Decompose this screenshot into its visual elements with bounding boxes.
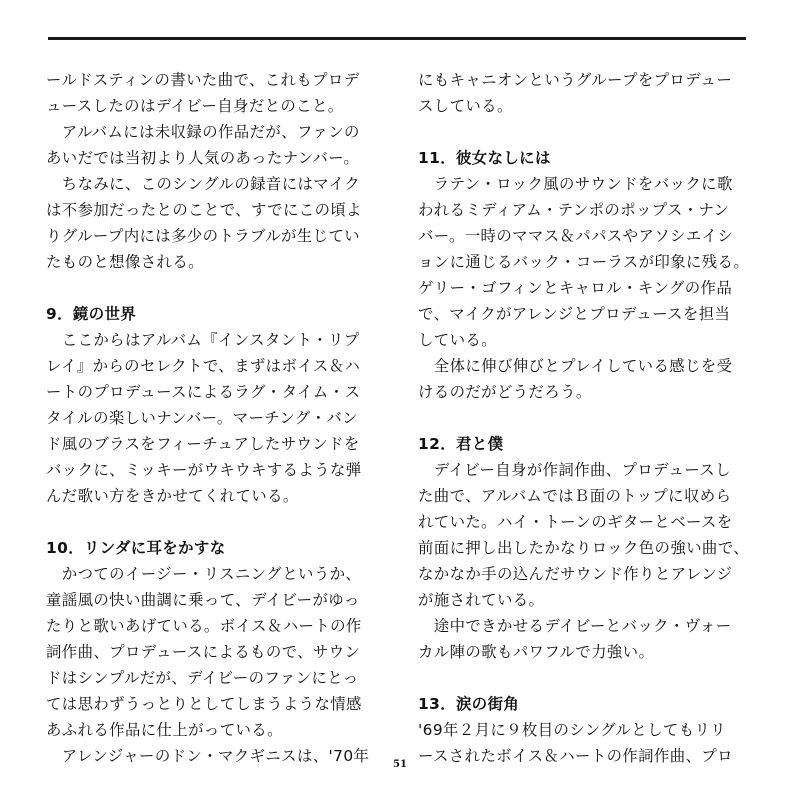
- text-line: デイビー自身が作詞作曲、プロデュースし: [418, 461, 731, 479]
- track-9-heading: 9．鏡の世界: [46, 305, 137, 323]
- text-line: アルバムには未収録の作品だが、ファンの: [46, 123, 360, 141]
- track-10-heading: 10．リンダに耳をかすな: [46, 539, 226, 557]
- track-9-text: [46, 327, 384, 509]
- text-line: ートのプロデュースによるラグ・タイム・ス: [46, 383, 361, 401]
- text-line: ュースしたのはデイビー自身だとのこと。: [46, 97, 344, 115]
- track-10-text: [46, 561, 384, 769]
- track-13-heading: 13．涙の街角: [418, 695, 520, 713]
- text-line: あいだでは当初より人気のあったナンバー。: [46, 149, 360, 167]
- text-line: ては思わずうっとりとしてしまうような情感: [46, 695, 362, 713]
- text-line: レイ』からのセレクトで、まずはボイス＆ハ: [46, 357, 361, 375]
- left-column: [46, 67, 384, 769]
- text-line: で、マイクがアレンジとプロデュースを担当: [418, 305, 731, 323]
- track-12-heading: 12．君と僕: [418, 435, 504, 453]
- intro-paragraph-left: [46, 67, 384, 275]
- text-line: ここからはアルバム『インスタント・リプ: [46, 331, 360, 349]
- text-line: している。: [418, 331, 497, 349]
- text-line: われるミディアム・テンポのポップス・ナン: [418, 201, 730, 219]
- text-line: ラテン・ロック風のサウンドをバックに歌: [418, 175, 733, 193]
- text-line: けるのだがどうだろう。: [418, 383, 592, 401]
- text-line: ちなみに、このシングルの録音にはマイク: [46, 175, 361, 193]
- text-line: あふれる作品に仕上がっている。: [46, 721, 283, 739]
- text-line: バー。一時のママス＆パパスやアソシエイシ: [418, 227, 734, 245]
- text-line: なかなか手の込んだサウンド作りとアレンジ: [418, 565, 733, 583]
- text-line: 詞作曲、プロデュースによるもので、サウン: [46, 643, 361, 661]
- text-line: 途中できかせるデイビーとバック・ヴォー: [418, 617, 732, 635]
- track-11-text: [418, 171, 756, 405]
- track-11-heading: 11．彼女なしには: [418, 149, 551, 167]
- text-line: 童謡風の快い曲調に乗って、デイビーがゆっ: [46, 591, 360, 609]
- text-line: 前面に押し出したかなりロック色の強い曲で、: [418, 539, 749, 557]
- text-line: バックに、ミッキーがウキウキするような弾: [46, 461, 362, 479]
- text-line: は不参加だったとのことで、すでにこの頃よ: [46, 201, 362, 219]
- text-line: '69年２月に９枚目のシングルとしてもリリ: [418, 721, 727, 739]
- text-line: たりと歌いあげている。ボイス＆ハートの作: [46, 617, 362, 635]
- track-12-text: [418, 457, 756, 665]
- text-line: アレンジャーのドン・マクギニスは、'70年: [46, 747, 370, 765]
- text-line: スしている。: [418, 97, 513, 115]
- text-line: かつてのイージー・リスニングというか、: [46, 565, 362, 583]
- text-line: た曲で、アルバムではＢ面のトップに収めら: [418, 487, 732, 505]
- text-line: ースされたボイス＆ハートの作詞作曲、プロ: [418, 747, 733, 765]
- text-line: ド風のブラスをフィーチュアしたサウンドを: [46, 435, 360, 453]
- text-line: カル陣の歌もパワフルで力強い。: [418, 643, 655, 661]
- text-line: ゲリー・ゴフィンとキャロル・キングの作品: [418, 279, 733, 297]
- page-number: 51: [393, 759, 407, 770]
- text-line: りグループ内には多少のトラブルが生じてい: [46, 227, 360, 245]
- text-line: たものと想像される。: [46, 253, 204, 271]
- right-column: [418, 67, 756, 769]
- text-line: んだ歌い方をきかせてくれている。: [46, 487, 299, 505]
- intro-paragraph-right: [418, 67, 756, 119]
- text-line: ドはシンプルだが、デイビーのファンにとっ: [46, 669, 359, 687]
- text-line: ョンに通じるバック・コーラスが印象に残る。: [418, 253, 750, 271]
- text-line: れていた。ハイ・トーンのギターとベースを: [418, 513, 733, 531]
- text-line: タイルの楽しいナンバー。マーチング・バン: [46, 409, 358, 427]
- header-rule: [48, 37, 746, 40]
- text-line: ールドスティンの書いた曲で、これもプロデ: [46, 71, 360, 89]
- text-line: が施されている。: [418, 591, 545, 609]
- text-line: 全体に伸び伸びとプレイしている感じを受: [418, 357, 733, 375]
- text-line: にもキャニオンというグループをプロデュー: [418, 71, 733, 89]
